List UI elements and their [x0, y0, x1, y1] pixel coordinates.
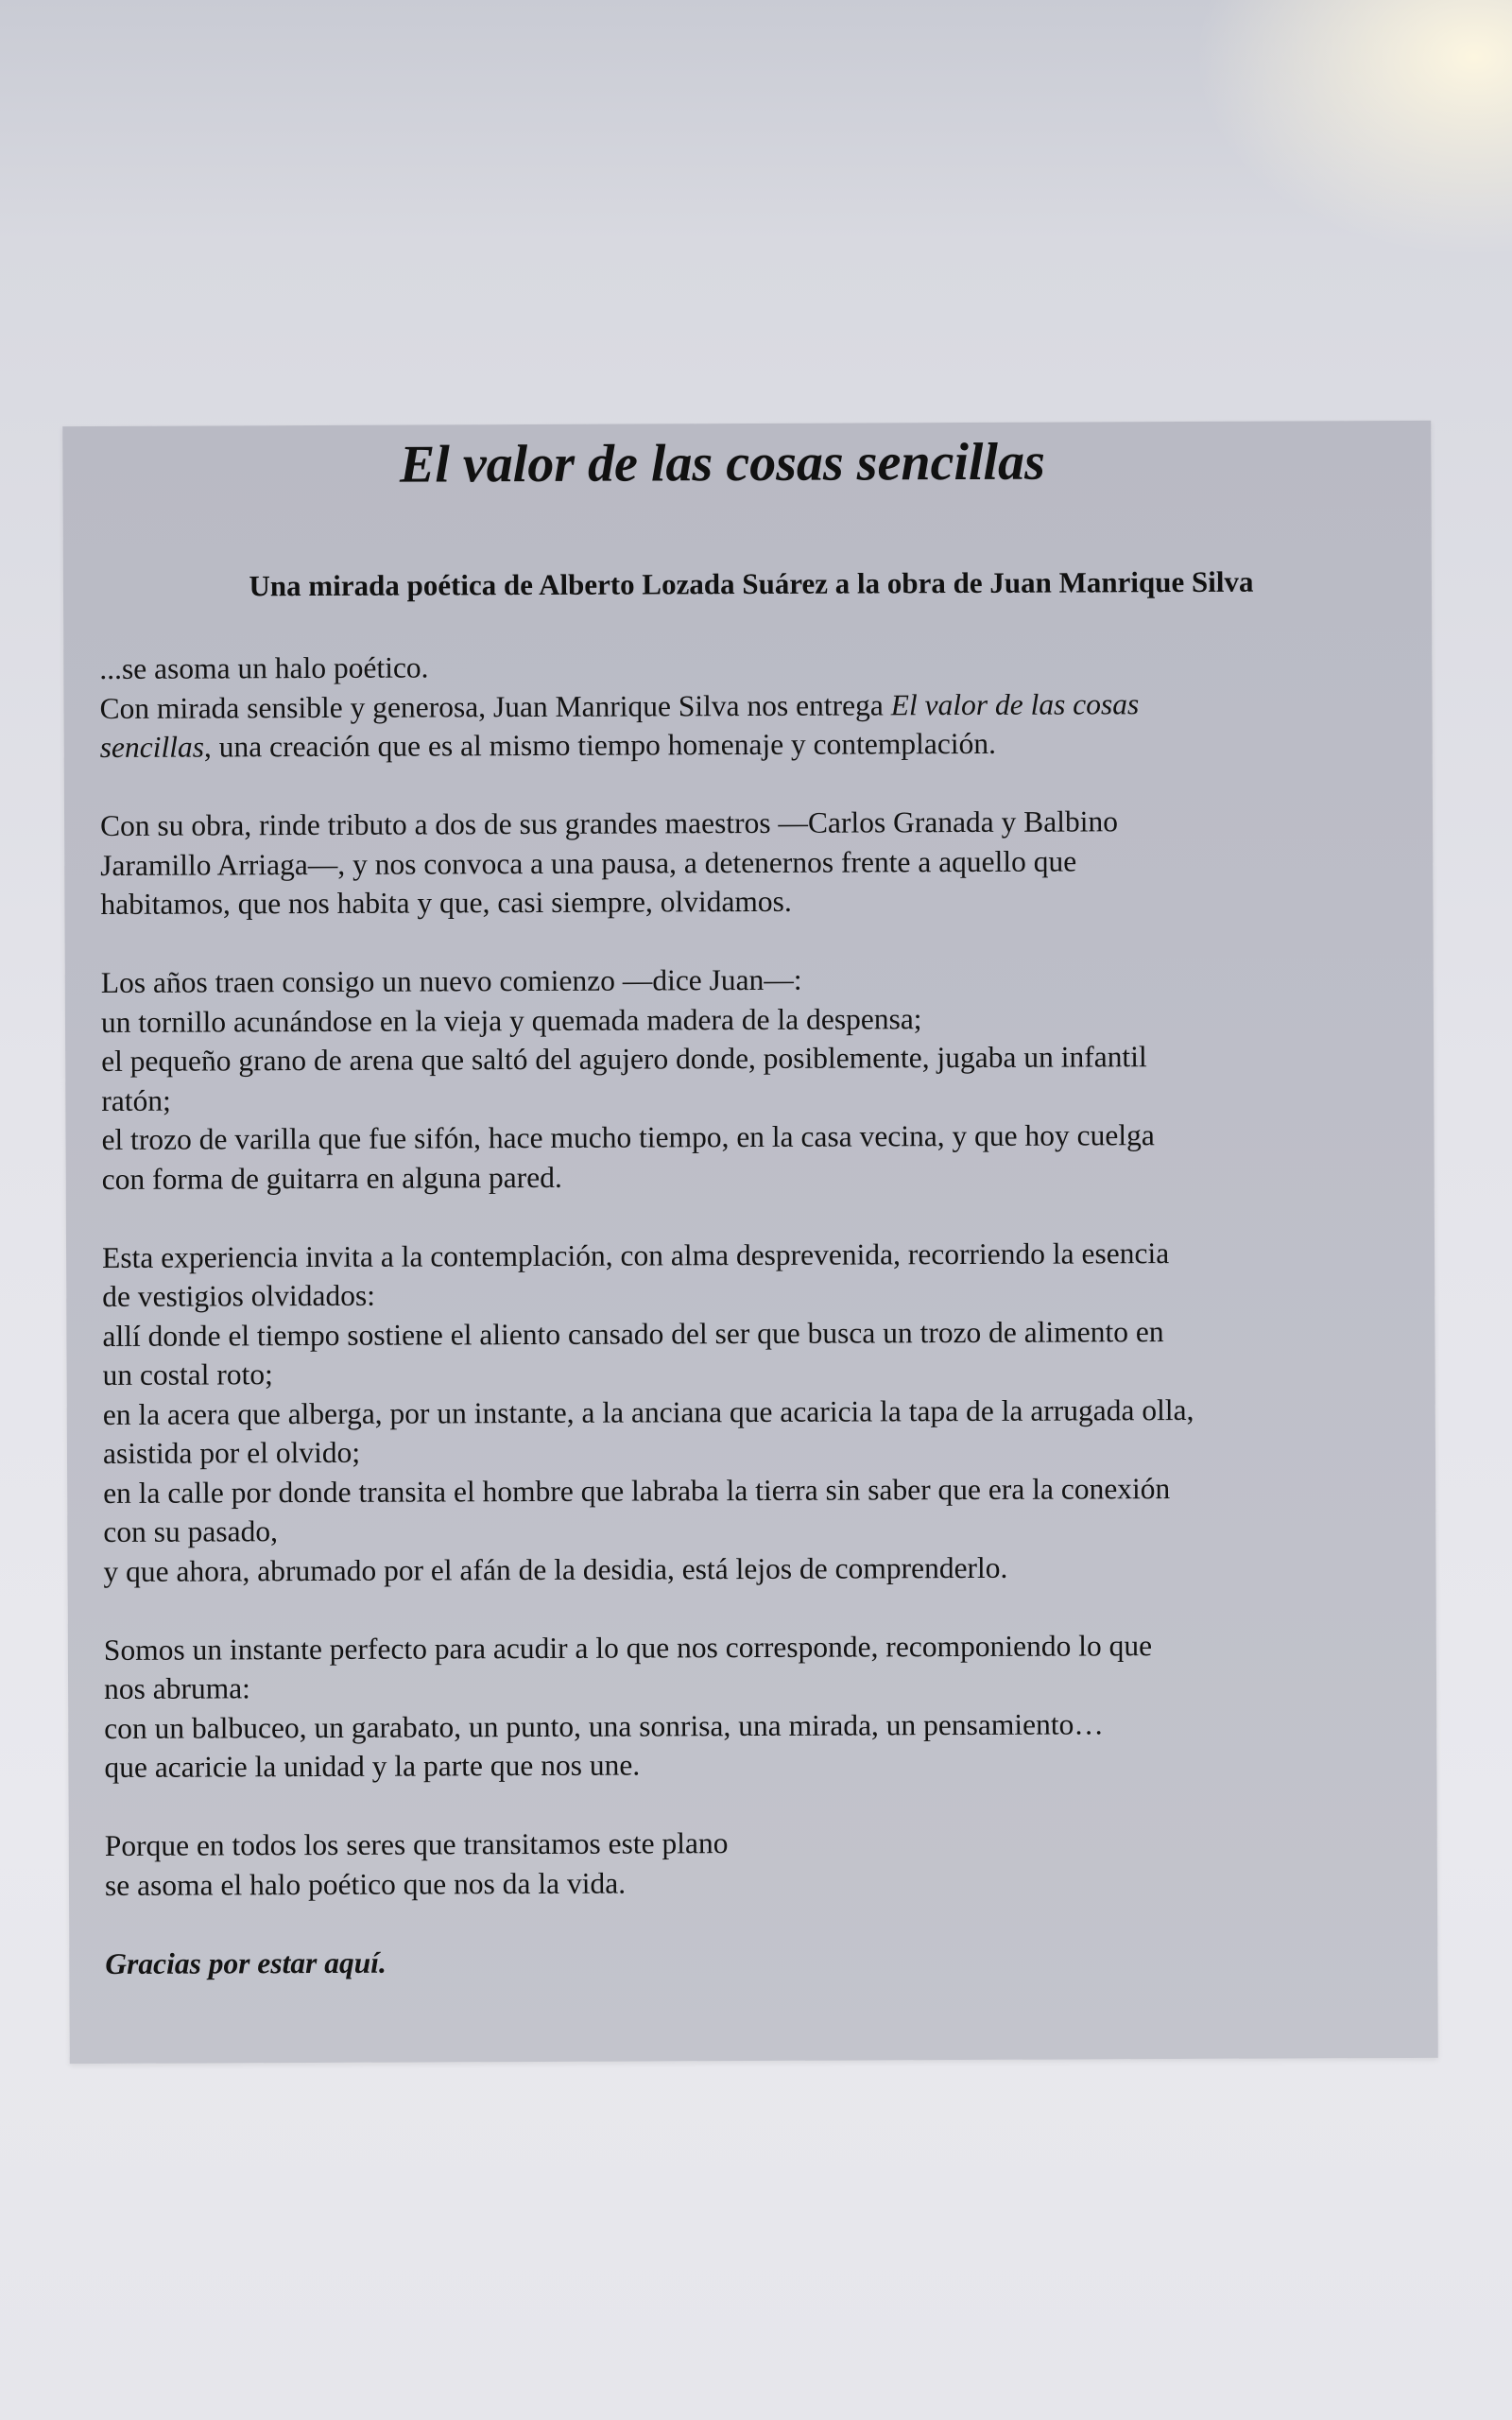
- text-line: [100, 722, 1395, 767]
- text-line: de vestigios olvidados:: [102, 1278, 376, 1313]
- text-line: en la acera que alberga, por un instante, a la anciana que acaricia la tapa de la arrugada olla,: [102, 1392, 1194, 1431]
- work-title-italic: sencillas: [99, 730, 205, 764]
- paragraph-tribute: [100, 801, 1396, 924]
- text-line: que acaricie la unidad y la parte que nos une.: [104, 1748, 641, 1784]
- text-line: Los años traen consigo un nuevo comienzo —dice Juan—:: [100, 962, 802, 999]
- text-line: ratón;: [101, 1083, 171, 1117]
- text-line: se asoma el halo poético que nos da la vida.: [104, 1866, 627, 1902]
- work-title-italic: El valor de las cosas: [890, 686, 1140, 721]
- text-line: y que ahora, abrumado por el afán de la desidia, está lejos de comprenderlo.: [103, 1550, 1008, 1588]
- text-line: Porque en todos los seres que transitamos este plano: [104, 1826, 729, 1862]
- paragraph-new-beginning: [101, 958, 1397, 1199]
- exhibition-text-panel: [62, 421, 1438, 2064]
- text-line: en la calle por donde transita el hombre que labraba la tierra sin saber que era la conexión: [103, 1471, 1171, 1510]
- text-line: Jaramillo Arriaga—, y nos convoca a una pausa, a detenernos frente a aquello que: [100, 843, 1077, 882]
- text-line: nos abruma:: [103, 1671, 250, 1705]
- text-line: habitamos, que nos habita y que, casi siempre, olvidamos.: [100, 884, 792, 921]
- paragraph-perfect-instant: [104, 1625, 1400, 1788]
- closing-line: Gracias por estar aquí.: [105, 1945, 387, 1980]
- text-line: asistida por el olvido;: [102, 1435, 361, 1470]
- text-line: Somos un instante perfecto para acudir a lo que nos corresponde, recomponiendo lo que: [103, 1628, 1153, 1667]
- panel-title: El valor de las cosas sencillas: [399, 432, 1045, 494]
- text-line: el trozo de varilla que fue sifón, hace mucho tiempo, en la casa vecina, y que hoy cuelga: [101, 1118, 1155, 1156]
- paragraph-contemplation: [102, 1233, 1399, 1591]
- text-line: ...se asoma un halo poético.: [99, 650, 429, 685]
- paragraph-poetic-halo: [105, 1821, 1400, 1905]
- text-run: , una creación que es al mismo tiempo homenaje y contemplación.: [203, 726, 997, 764]
- text-line: allí donde el tiempo sostiene el aliento cansado del ser que busca un trozo de alimento en: [102, 1314, 1164, 1353]
- text-run: Con mirada sensible y generosa, Juan Manrique Silva nos entrega: [99, 687, 891, 725]
- text-line: Esta experiencia invita a la contemplación, con alma desprevenida, recorriendo la esencia: [101, 1236, 1170, 1274]
- paragraph-intro: [99, 644, 1395, 767]
- text-line: [99, 683, 1394, 728]
- text-line: con su pasado,: [103, 1514, 278, 1548]
- text-line: el pequeño grano de arena que saltó del agujero donde, posiblemente, jugaba un infantil: [101, 1040, 1147, 1078]
- text-line: con un balbuceo, un garabato, un punto, una sonrisa, una mirada, un pensamiento…: [104, 1706, 1104, 1745]
- text-line: un tornillo acunándose en la vieja y quemada madera de la despensa;: [100, 1001, 922, 1039]
- text-line: un costal roto;: [102, 1357, 273, 1392]
- text-line: con forma de guitarra en alguna pared.: [101, 1160, 562, 1196]
- panel-subtitle: Una mirada poética de Alberto Lozada Suárez a la obra de Juan Manrique Silva: [249, 564, 1254, 603]
- text-line: Con su obra, rinde tributo a dos de sus grandes maestros —Carlos Granada y Balbino: [99, 804, 1119, 842]
- panel-body: [99, 644, 1400, 2022]
